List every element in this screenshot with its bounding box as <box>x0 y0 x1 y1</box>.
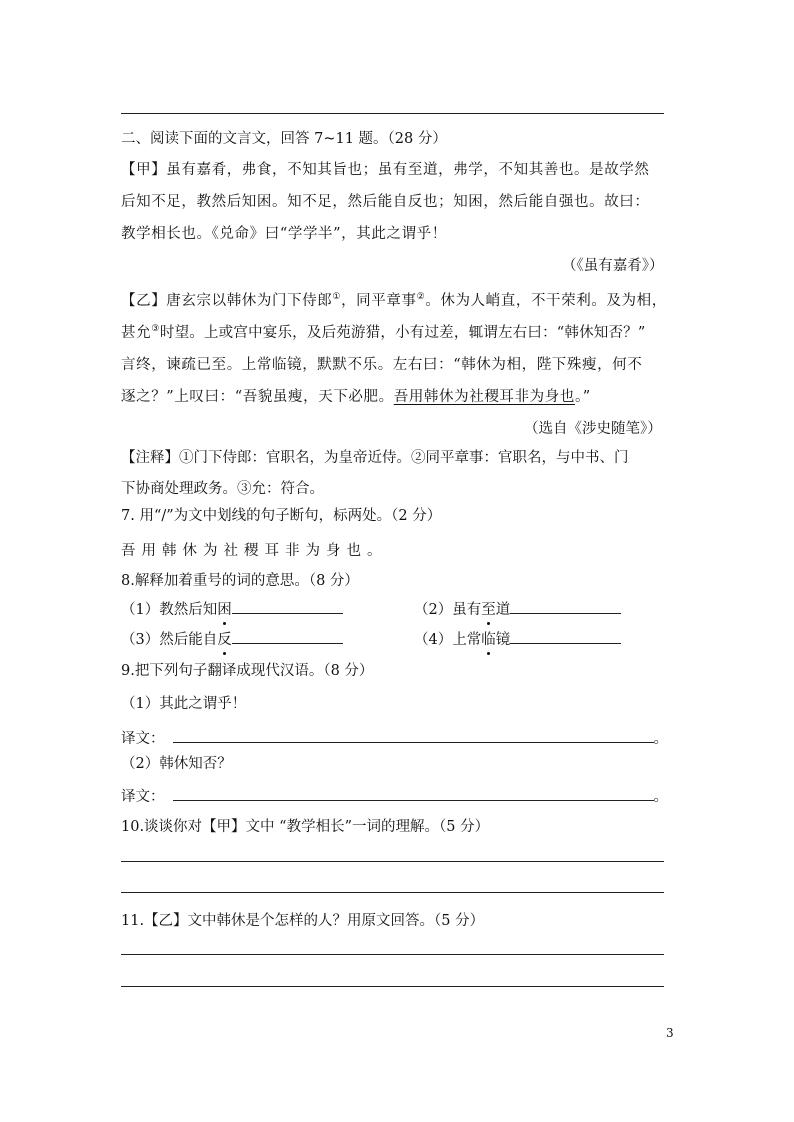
q11-answer-line-1[interactable] <box>121 954 664 955</box>
q11-prompt: 11.【乙】文中韩休是个怎样的人？用原文回答。（5 分） <box>121 913 485 929</box>
translation-label: 译文： <box>121 789 165 805</box>
q8-item-1 <box>121 598 343 619</box>
underlined-sentence: 吾用韩休为社稷耳非为身也 <box>393 389 575 405</box>
q9-translation-row-1 <box>121 727 668 748</box>
q7-prompt: 7. 用“/”为文中划线的句子断句，标两处。（2 分） <box>121 508 442 524</box>
answer-blank[interactable] <box>510 599 621 614</box>
answer-blank[interactable] <box>232 629 343 644</box>
footnote-marker: ① <box>332 292 342 303</box>
translation-blank[interactable] <box>173 728 654 743</box>
footnote-marker: ② <box>416 292 426 303</box>
passage-b-text: 甚允 <box>121 325 152 341</box>
passage-b-text: 。休为人峭直，不干荣利。及为相， <box>425 293 667 309</box>
passage-b-line-1 <box>121 289 667 310</box>
top-rule <box>121 113 664 114</box>
passage-b-line-3: 言终，谏疏已至。上常临镜，默默不乐。左右曰：“韩休为相，陛下殊瘦，何不 <box>121 357 643 373</box>
q10-answer-line-1[interactable] <box>121 861 664 862</box>
item-text: 然后能自 <box>159 632 218 648</box>
passage-b-text: 逐之？”上叹曰：“吾貌虽瘦，天下必肥。 <box>121 389 394 405</box>
item-number: （1） <box>121 602 160 618</box>
q8-item-3 <box>121 628 343 649</box>
passage-b-line-4 <box>121 385 591 406</box>
notes-line-1: 【注释】①门下侍郎：官职名，为皇帝近侍。②同平章事：官职名，与中书、门 <box>121 450 629 466</box>
page-number: 3 <box>666 1026 674 1040</box>
notes-line-2: 下协商处理政务。③允：符合。 <box>121 481 324 497</box>
passage-a-line-1: 【甲】虽有嘉肴，弗食，不知其旨也；虽有至道，弗学，不知其善也。是故学然 <box>121 162 650 178</box>
translation-label: 译文： <box>121 731 165 747</box>
q10-answer-line-2[interactable] <box>121 892 664 893</box>
q7-sentence: 吾用韩休为社稷耳非为身也。 <box>121 543 388 559</box>
emphasized-char: 困 <box>217 598 232 619</box>
q8-item-2 <box>414 598 621 619</box>
answer-blank[interactable] <box>232 599 343 614</box>
q9-sentence-1: （1）其此之谓乎！ <box>121 696 247 712</box>
q9-translation-row-2 <box>121 785 668 806</box>
passage-b-text: 【乙】唐玄宗以韩休为门下侍郎 <box>121 293 333 309</box>
item-text: 道 <box>495 602 511 618</box>
q8-prompt: 8.解释加着重号的词的意思。（8 分） <box>121 573 359 589</box>
translation-end: 。 <box>653 789 668 805</box>
passage-b-text: ，同平章事 <box>341 293 417 309</box>
translation-end: 。 <box>653 731 668 747</box>
emphasized-char: 临 <box>481 628 496 649</box>
passage-a-line-2: 后知不足，教然后知困。知不足，然后能自反也；知困，然后能自强也。故曰： <box>121 194 650 210</box>
translation-blank[interactable] <box>173 786 654 801</box>
passage-b-source: （选自《涉史随笔》） <box>524 421 662 437</box>
q10-prompt: 10.谈谈你对【甲】文中 “教学相长”一词的理解。（5 分） <box>121 819 490 835</box>
section-title: 二、阅读下面的文言文，回答 7~11 题。（28 分） <box>121 131 447 147</box>
item-number: （3） <box>121 632 160 648</box>
emphasized-char: 至 <box>481 598 496 619</box>
item-number: （2） <box>414 602 453 618</box>
passage-a-source: （《虽有嘉肴》） <box>562 258 664 274</box>
q11-answer-line-2[interactable] <box>121 986 664 987</box>
item-text: 上常 <box>452 632 482 648</box>
item-text: 虽有 <box>452 602 482 618</box>
footnote-marker: ③ <box>151 324 160 335</box>
passage-a-line-3: 教学相长也。《兑命》曰“学学半”，其此之谓乎！ <box>121 226 447 242</box>
item-number: （4） <box>414 632 453 648</box>
item-text: 教然后知 <box>159 602 218 618</box>
item-text: 镜 <box>495 632 511 648</box>
q8-item-4 <box>414 628 621 649</box>
q9-sentence-2: （2）韩休知否？ <box>121 756 232 772</box>
answer-blank[interactable] <box>510 629 621 644</box>
passage-b-text: 时望。上或宫中宴乐，及后苑游猎，小有过差，辄谓左右曰：“韩休知否？” <box>159 325 646 341</box>
passage-b-text: 。” <box>574 389 591 405</box>
q9-prompt: 9.把下列句子翻译成现代汉语。（8 分） <box>121 663 374 679</box>
emphasized-char: 反 <box>217 628 232 649</box>
passage-b-line-2 <box>121 321 646 342</box>
